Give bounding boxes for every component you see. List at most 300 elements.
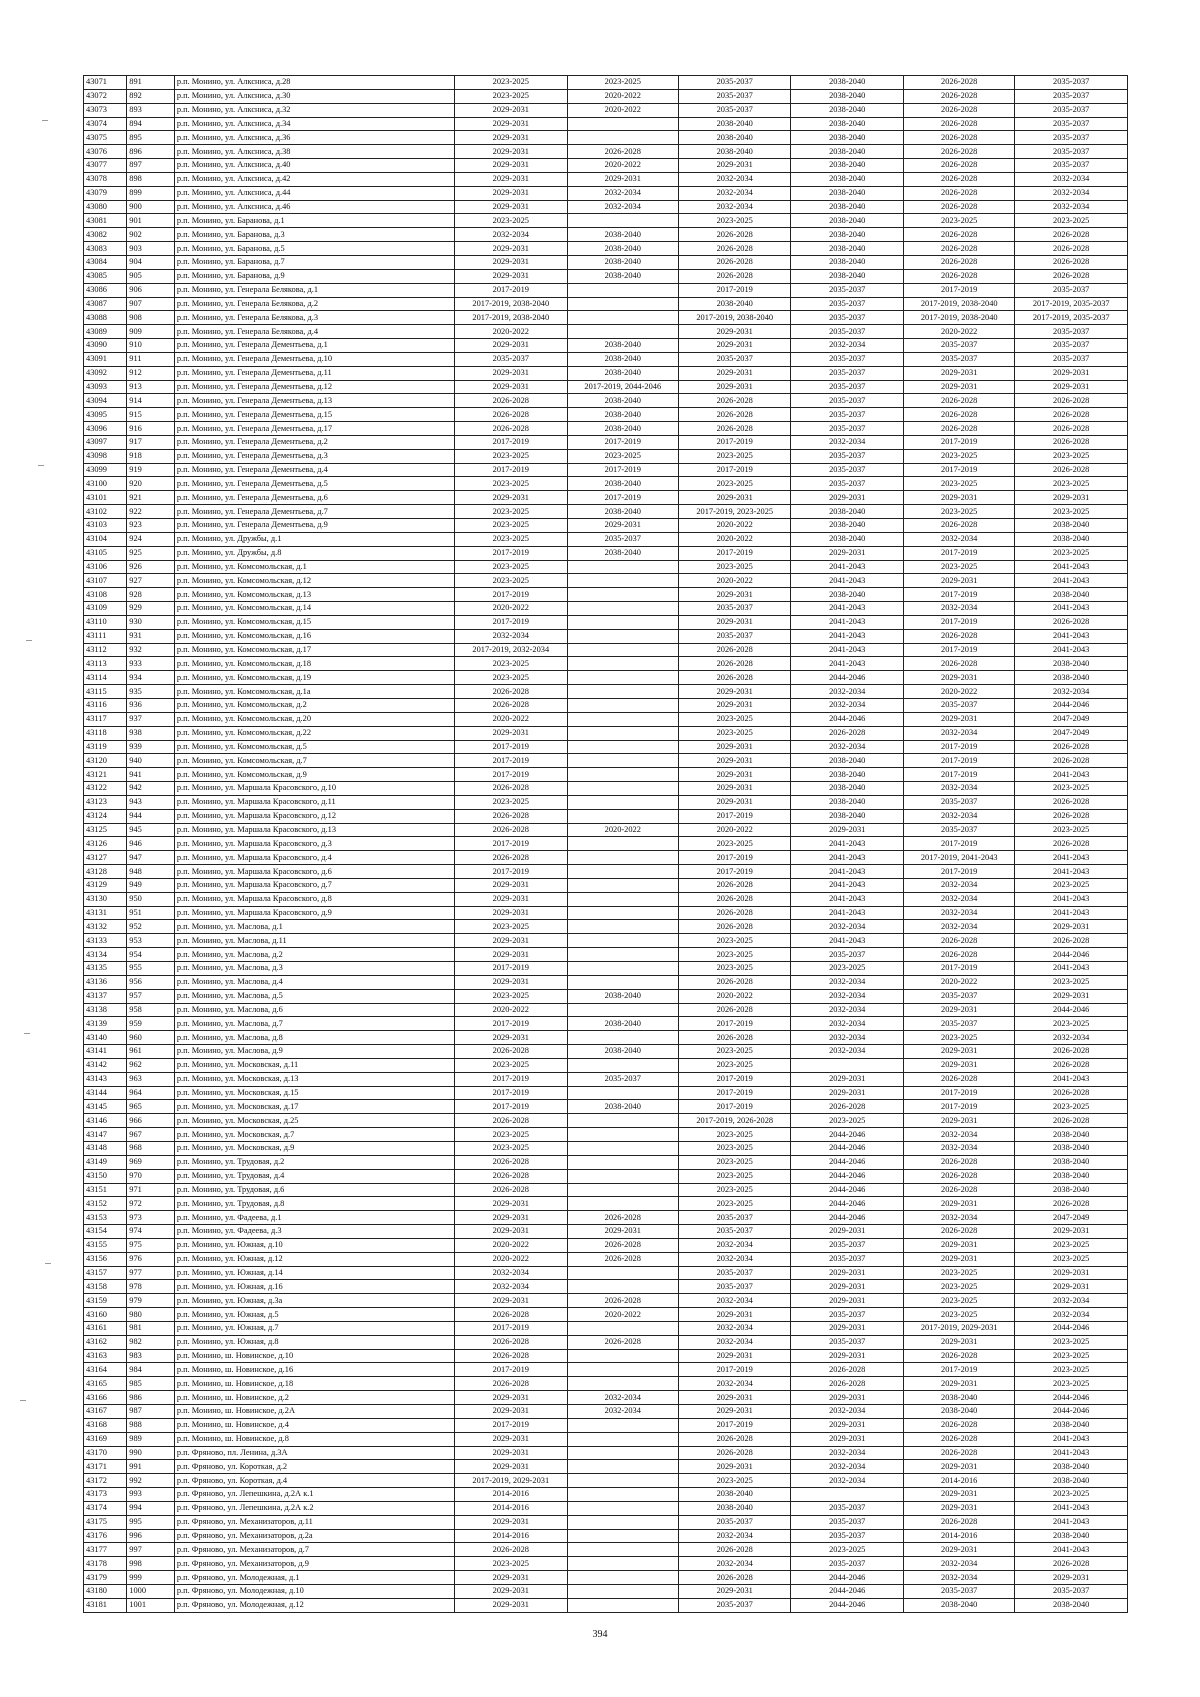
table-cell: 2029-2031 xyxy=(455,117,568,131)
table-cell: 2023-2025 xyxy=(1015,505,1128,519)
table-cell: р.п. Монино, ул. Алксниса, д.44 xyxy=(174,186,454,200)
table-cell: 2026-2028 xyxy=(678,422,791,436)
table-cell: 2026-2028 xyxy=(903,657,1014,671)
table-cell: 2026-2028 xyxy=(678,408,791,422)
table-cell: 931 xyxy=(127,629,175,643)
table-cell: 2029-2031 xyxy=(1015,920,1128,934)
table-cell: 2026-2028 xyxy=(903,422,1014,436)
table-cell: 949 xyxy=(127,878,175,892)
table-cell: 938 xyxy=(127,726,175,740)
table-cell: 2029-2031 xyxy=(903,1003,1014,1017)
table-cell: р.п. Монино, ул. Трудовая, д.6 xyxy=(174,1183,454,1197)
table-cell: 43174 xyxy=(84,1501,127,1515)
table-cell: 934 xyxy=(127,671,175,685)
table-row xyxy=(84,311,1128,325)
table-cell: 948 xyxy=(127,865,175,879)
table-cell: р.п. Монино, ул. Комсомольская, д.7 xyxy=(174,754,454,768)
table-cell: 2032-2034 xyxy=(903,726,1014,740)
table-cell: 2029-2031 xyxy=(678,325,791,339)
table-cell: 2029-2031 xyxy=(455,145,568,159)
table-cell: 2038-2040 xyxy=(567,505,678,519)
table-cell: 2026-2028 xyxy=(903,1515,1014,1529)
table-cell: р.п. Монино, ул. Генерала Дементьева, д.17 xyxy=(174,422,454,436)
table-cell: 43079 xyxy=(84,186,127,200)
table-cell: 2023-2025 xyxy=(678,449,791,463)
table-cell: 2032-2034 xyxy=(791,685,904,699)
table-cell: 2017-2019, 2029-2031 xyxy=(903,1321,1014,1335)
table-cell: 2032-2034 xyxy=(791,1031,904,1045)
table-cell: 976 xyxy=(127,1252,175,1266)
table-cell: 2038-2040 xyxy=(791,172,904,186)
table-cell: р.п. Монино, ул. Комсомольская, д.19 xyxy=(174,671,454,685)
table-row xyxy=(84,1584,1128,1598)
table-cell: 2041-2043 xyxy=(791,892,904,906)
table-cell: 2020-2022 xyxy=(567,823,678,837)
table-row xyxy=(84,1488,1128,1502)
table-cell: 2041-2043 xyxy=(791,560,904,574)
table-cell: 951 xyxy=(127,906,175,920)
table-cell xyxy=(567,1571,678,1585)
table-cell: 2032-2034 xyxy=(1015,1308,1128,1322)
table-cell: 1000 xyxy=(127,1584,175,1598)
table-cell: 2029-2031 xyxy=(791,823,904,837)
table-cell xyxy=(567,325,678,339)
table-cell: 43096 xyxy=(84,422,127,436)
table-cell: 2017-2019 xyxy=(455,546,568,560)
table-row xyxy=(84,560,1128,574)
table-cell: 2035-2037 xyxy=(791,463,904,477)
table-cell: 2026-2028 xyxy=(678,394,791,408)
table-cell: р.п. Монино, ул. Генерала Дементьева, д.9 xyxy=(174,519,454,533)
table-cell: 955 xyxy=(127,962,175,976)
table-cell: р.п. Монино, ул. Московская, д.9 xyxy=(174,1141,454,1155)
table-cell: р.п. Монино, ул. Комсомольская, д.1 xyxy=(174,560,454,574)
table-cell: 2023-2025 xyxy=(903,1280,1014,1294)
table-cell: 43131 xyxy=(84,906,127,920)
table-row xyxy=(84,1100,1128,1114)
table-cell: 2017-2019 xyxy=(455,1363,568,1377)
table-cell: р.п. Монино, ул. Генерала Дементьева, д.1 xyxy=(174,339,454,353)
table-cell: 2041-2043 xyxy=(1015,602,1128,616)
table-cell: 43112 xyxy=(84,643,127,657)
table-cell: р.п. Монино, ш. Новинское, д.18 xyxy=(174,1377,454,1391)
table-cell: р.п. Монино, ул. Трудовая, д.2 xyxy=(174,1155,454,1169)
table-cell: 2029-2031 xyxy=(903,1377,1014,1391)
table-cell: р.п. Монино, ул. Генерала Белякова, д.4 xyxy=(174,325,454,339)
table-cell: 2047-2049 xyxy=(1015,712,1128,726)
table-row xyxy=(84,671,1128,685)
table-cell: 2017-2019 xyxy=(455,1100,568,1114)
table-cell: 43101 xyxy=(84,491,127,505)
table-cell: 43150 xyxy=(84,1169,127,1183)
table-cell: 2026-2028 xyxy=(903,1446,1014,1460)
table-row xyxy=(84,532,1128,546)
table-cell: р.п. Монино, ул. Южная, д.3а xyxy=(174,1294,454,1308)
table-row xyxy=(84,1418,1128,1432)
table-cell: р.п. Монино, ул. Генерала Дементьева, д.12 xyxy=(174,380,454,394)
table-cell: 2032-2034 xyxy=(791,1446,904,1460)
table-cell: 2038-2040 xyxy=(903,1405,1014,1419)
table-cell: 2029-2031 xyxy=(455,948,568,962)
table-cell: 2026-2028 xyxy=(678,657,791,671)
table-cell: 43144 xyxy=(84,1086,127,1100)
table-cell: 2026-2028 xyxy=(455,1169,568,1183)
table-row xyxy=(84,519,1128,533)
table-cell: 43074 xyxy=(84,117,127,131)
table-cell: 2029-2031 xyxy=(903,1114,1014,1128)
table-cell: 2038-2040 xyxy=(678,1501,791,1515)
table-cell: 43147 xyxy=(84,1128,127,1142)
table-cell: р.п. Монино, ул. Комсомольская, д.18 xyxy=(174,657,454,671)
table-cell: 2035-2037 xyxy=(1015,131,1128,145)
table-cell: 2026-2028 xyxy=(678,242,791,256)
table-cell: 2035-2037 xyxy=(455,352,568,366)
table-cell: 2038-2040 xyxy=(1015,1598,1128,1612)
table-cell: 2044-2046 xyxy=(791,1197,904,1211)
table-row xyxy=(84,865,1128,879)
table-cell: 2026-2028 xyxy=(903,76,1014,90)
table-cell: 2038-2040 xyxy=(567,546,678,560)
table-cell: 964 xyxy=(127,1086,175,1100)
table-cell: 2029-2031 xyxy=(791,1072,904,1086)
table-cell: 2026-2028 xyxy=(1015,615,1128,629)
table-cell: 2029-2031 xyxy=(455,159,568,173)
table-cell: 2023-2025 xyxy=(678,1183,791,1197)
table-cell: 2044-2046 xyxy=(791,1183,904,1197)
table-cell: р.п. Монино, ул. Алксниса, д.34 xyxy=(174,117,454,131)
table-cell: 2023-2025 xyxy=(1015,782,1128,796)
table-cell: 2032-2034 xyxy=(791,1474,904,1488)
table-row xyxy=(84,242,1128,256)
table-cell: 2017-2019 xyxy=(455,435,568,449)
table-cell: 2023-2025 xyxy=(1015,975,1128,989)
table-cell: 2023-2025 xyxy=(1015,1349,1128,1363)
table-cell: 2038-2040 xyxy=(567,1017,678,1031)
table-cell: 2017-2019 xyxy=(678,865,791,879)
table-cell: р.п. Монино, ул. Алксниса, д.46 xyxy=(174,200,454,214)
table-row xyxy=(84,685,1128,699)
table-cell: 2035-2037 xyxy=(903,339,1014,353)
table-cell: 43155 xyxy=(84,1238,127,1252)
table-cell: р.п. Монино, ул. Баранова, д.7 xyxy=(174,255,454,269)
table-cell xyxy=(567,934,678,948)
table-cell: 2023-2025 xyxy=(455,574,568,588)
table-cell: 2026-2028 xyxy=(678,1571,791,1585)
table-cell: 43109 xyxy=(84,602,127,616)
table-cell: 2035-2037 xyxy=(1015,145,1128,159)
table-cell: 2035-2037 xyxy=(791,311,904,325)
table-cell: 2038-2040 xyxy=(791,588,904,602)
table-cell: 43124 xyxy=(84,809,127,823)
table-cell: 43171 xyxy=(84,1460,127,1474)
table-cell: 2032-2034 xyxy=(678,172,791,186)
table-cell: 2044-2046 xyxy=(1015,698,1128,712)
table-cell: 2029-2031 xyxy=(455,491,568,505)
table-cell xyxy=(567,297,678,311)
table-cell: 2017-2019 xyxy=(678,1072,791,1086)
table-cell: 2029-2031 xyxy=(791,1225,904,1239)
table-cell: 43102 xyxy=(84,505,127,519)
table-cell: 2038-2040 xyxy=(567,242,678,256)
table-cell: 2023-2025 xyxy=(678,948,791,962)
table-cell: 2035-2037 xyxy=(678,76,791,90)
table-cell: 2029-2031 xyxy=(678,768,791,782)
table-cell: 988 xyxy=(127,1418,175,1432)
table-cell: 2026-2028 xyxy=(903,934,1014,948)
table-cell: р.п. Монино, ул. Южная, д.12 xyxy=(174,1252,454,1266)
table-cell: 2017-2019 xyxy=(455,768,568,782)
table-cell: 2041-2043 xyxy=(791,934,904,948)
table-cell: 998 xyxy=(127,1557,175,1571)
table-cell: 2032-2034 xyxy=(1015,1294,1128,1308)
table-cell: 923 xyxy=(127,519,175,533)
table-row xyxy=(84,1571,1128,1585)
table-cell: 2041-2043 xyxy=(1015,892,1128,906)
table-cell: 2032-2034 xyxy=(903,602,1014,616)
table-cell: 2029-2031 xyxy=(455,186,568,200)
table-cell: 2029-2031 xyxy=(791,1391,904,1405)
table-row xyxy=(84,131,1128,145)
table-cell xyxy=(567,809,678,823)
table-cell: 2017-2019 xyxy=(455,1418,568,1432)
table-cell: р.п. Монино, ул. Алксниса, д.36 xyxy=(174,131,454,145)
table-cell: 2023-2025 xyxy=(567,449,678,463)
table-cell: р.п. Монино, ул. Комсомольская, д.12 xyxy=(174,574,454,588)
table-cell: 2026-2028 xyxy=(567,145,678,159)
table-cell: 920 xyxy=(127,477,175,491)
table-cell: 43161 xyxy=(84,1321,127,1335)
table-cell: 2032-2034 xyxy=(903,906,1014,920)
table-cell: 43118 xyxy=(84,726,127,740)
table-cell: 2017-2019 xyxy=(903,837,1014,851)
table-cell: р.п. Монино, ул. Маршала Красовского, д.3 xyxy=(174,837,454,851)
table-cell: р.п. Фряново, пл. Ленина, д.3А xyxy=(174,1446,454,1460)
table-cell: 2026-2028 xyxy=(903,103,1014,117)
table-cell: 2023-2025 xyxy=(455,989,568,1003)
table-cell xyxy=(567,1501,678,1515)
table-cell xyxy=(567,1155,678,1169)
table-cell xyxy=(567,1031,678,1045)
table-cell: 2017-2019 xyxy=(903,463,1014,477)
table-cell: 43180 xyxy=(84,1584,127,1598)
table-cell: 2029-2031 xyxy=(903,1335,1014,1349)
table-cell: 2026-2028 xyxy=(678,1432,791,1446)
table-cell: 933 xyxy=(127,657,175,671)
table-cell: 2038-2040 xyxy=(567,228,678,242)
table-cell: 975 xyxy=(127,1238,175,1252)
table-cell: 2038-2040 xyxy=(1015,532,1128,546)
table-cell: 2026-2028 xyxy=(678,269,791,283)
table-cell: 2035-2037 xyxy=(903,1017,1014,1031)
table-row xyxy=(84,837,1128,851)
table-cell: 2038-2040 xyxy=(567,352,678,366)
table-cell: 43162 xyxy=(84,1335,127,1349)
table-cell: 958 xyxy=(127,1003,175,1017)
table-cell: 2038-2040 xyxy=(791,131,904,145)
table-row xyxy=(84,1045,1128,1059)
table-row xyxy=(84,89,1128,103)
table-cell: р.п. Монино, ул. Маслова, д.7 xyxy=(174,1017,454,1031)
table-cell: 43115 xyxy=(84,685,127,699)
table-cell: 928 xyxy=(127,588,175,602)
table-cell: 2026-2028 xyxy=(903,200,1014,214)
table-cell xyxy=(567,311,678,325)
table-cell: 2023-2025 xyxy=(678,1058,791,1072)
table-cell: 2020-2022 xyxy=(678,574,791,588)
table-cell: 2038-2040 xyxy=(1015,588,1128,602)
table-row xyxy=(84,1557,1128,1571)
table-cell: р.п. Монино, ул. Баранова, д.9 xyxy=(174,269,454,283)
table-cell: 43159 xyxy=(84,1294,127,1308)
table-cell xyxy=(567,712,678,726)
table-cell: 2038-2040 xyxy=(1015,1529,1128,1543)
table-cell: 2029-2031 xyxy=(455,1031,568,1045)
table-cell: 2026-2028 xyxy=(1015,269,1128,283)
table-cell: 2029-2031 xyxy=(455,934,568,948)
table-cell: 2017-2019 xyxy=(455,865,568,879)
table-row xyxy=(84,408,1128,422)
table-cell: р.п. Монино, ул. Комсомольская, д.5 xyxy=(174,740,454,754)
table-cell xyxy=(567,1515,678,1529)
table-cell: 2029-2031 xyxy=(1015,1280,1128,1294)
table-cell xyxy=(567,962,678,976)
table-cell: 919 xyxy=(127,463,175,477)
table-cell: 950 xyxy=(127,892,175,906)
table-row xyxy=(84,1072,1128,1086)
table-cell: 43123 xyxy=(84,795,127,809)
table-cell: 2026-2028 xyxy=(678,228,791,242)
table-cell: р.п. Монино, ул. Генерала Белякова, д.2 xyxy=(174,297,454,311)
table-row xyxy=(84,1335,1128,1349)
table-cell: р.п. Монино, ул. Трудовая, д.4 xyxy=(174,1169,454,1183)
table-cell: 2032-2034 xyxy=(791,1003,904,1017)
table-cell: 43176 xyxy=(84,1529,127,1543)
table-cell: 2035-2037 xyxy=(567,532,678,546)
table-cell: 43175 xyxy=(84,1515,127,1529)
table-cell: 43154 xyxy=(84,1225,127,1239)
table-cell: 2026-2028 xyxy=(903,145,1014,159)
table-cell: 2026-2028 xyxy=(567,1252,678,1266)
table-cell: 2026-2028 xyxy=(678,255,791,269)
table-cell: р.п. Монино, ул. Комсомольская, д.17 xyxy=(174,643,454,657)
table-cell: 2038-2040 xyxy=(903,1598,1014,1612)
table-cell: р.п. Монино, ул. Комсомольская, д.13 xyxy=(174,588,454,602)
table-cell: 2029-2031 xyxy=(678,1391,791,1405)
table-cell: 2026-2028 xyxy=(903,1155,1014,1169)
table-cell: 43077 xyxy=(84,159,127,173)
table-cell: 2023-2025 xyxy=(455,532,568,546)
table-row xyxy=(84,1391,1128,1405)
table-cell xyxy=(567,1114,678,1128)
table-cell: 2035-2037 xyxy=(903,823,1014,837)
table-cell: 2023-2025 xyxy=(678,1155,791,1169)
table-row xyxy=(84,989,1128,1003)
table-cell: 2032-2034 xyxy=(567,1405,678,1419)
table-cell: 989 xyxy=(127,1432,175,1446)
table-cell: 2035-2037 xyxy=(1015,159,1128,173)
table-cell: 956 xyxy=(127,975,175,989)
table-cell: 2035-2037 xyxy=(791,1335,904,1349)
table-cell: 2038-2040 xyxy=(1015,657,1128,671)
table-cell: 2026-2028 xyxy=(903,117,1014,131)
table-cell: 2026-2028 xyxy=(1015,255,1128,269)
table-cell xyxy=(567,975,678,989)
table-cell: 981 xyxy=(127,1321,175,1335)
table-cell: 2023-2025 xyxy=(903,449,1014,463)
table-row xyxy=(84,339,1128,353)
table-cell: р.п. Монино, ул. Генерала Дементьева, д.10 xyxy=(174,352,454,366)
table-cell: 2038-2040 xyxy=(791,200,904,214)
table-cell: 2038-2040 xyxy=(791,89,904,103)
table-cell: 2017-2019 xyxy=(903,740,1014,754)
table-cell: 2026-2028 xyxy=(903,269,1014,283)
table-cell: 2026-2028 xyxy=(903,629,1014,643)
table-row xyxy=(84,1543,1128,1557)
table-cell: 2038-2040 xyxy=(791,186,904,200)
table-cell: 2032-2034 xyxy=(678,186,791,200)
table-cell: 2035-2037 xyxy=(903,698,1014,712)
table-cell: 43088 xyxy=(84,311,127,325)
table-cell: 2014-2016 xyxy=(455,1529,568,1543)
table-cell: 2029-2031 xyxy=(455,1584,568,1598)
table-row xyxy=(84,962,1128,976)
table-cell: 1001 xyxy=(127,1598,175,1612)
table-cell: 2026-2028 xyxy=(455,782,568,796)
table-cell: 2041-2043 xyxy=(1015,768,1128,782)
table-cell: 999 xyxy=(127,1571,175,1585)
table-cell: 2017-2019 xyxy=(455,1072,568,1086)
table-row xyxy=(84,615,1128,629)
table-cell: 929 xyxy=(127,602,175,616)
table-cell: р.п. Монино, ул. Комсомольская, д.14 xyxy=(174,602,454,616)
table-cell xyxy=(567,1584,678,1598)
table-cell: 2029-2031 xyxy=(1015,1225,1128,1239)
table-cell: 2017-2019 xyxy=(678,435,791,449)
table-cell: 2029-2031 xyxy=(567,1225,678,1239)
table-cell: 43133 xyxy=(84,934,127,948)
table-cell: 43127 xyxy=(84,851,127,865)
table-cell: 2020-2022 xyxy=(567,1308,678,1322)
table-cell: 2035-2037 xyxy=(1015,325,1128,339)
table-cell: 2035-2037 xyxy=(1015,1584,1128,1598)
table-cell: 2041-2043 xyxy=(791,643,904,657)
table-cell: 2026-2028 xyxy=(455,408,568,422)
table-cell: 2038-2040 xyxy=(678,297,791,311)
table-cell: 43071 xyxy=(84,76,127,90)
table-cell: 2014-2016 xyxy=(455,1488,568,1502)
table-cell: р.п. Монино, ш. Новинское, д.10 xyxy=(174,1349,454,1363)
table-cell: 2023-2025 xyxy=(455,671,568,685)
table-cell xyxy=(567,1058,678,1072)
table-cell: р.п. Монино, ул. Южная, д.10 xyxy=(174,1238,454,1252)
table-cell: р.п. Монино, ул. Комсомольская, д.16 xyxy=(174,629,454,643)
table-cell: 2023-2025 xyxy=(1015,878,1128,892)
table-cell: 2023-2025 xyxy=(1015,1363,1128,1377)
table-cell: 2023-2025 xyxy=(791,1543,904,1557)
table-row xyxy=(84,782,1128,796)
table-cell: 43091 xyxy=(84,352,127,366)
table-cell: 972 xyxy=(127,1197,175,1211)
table-row xyxy=(84,975,1128,989)
table-cell xyxy=(567,1183,678,1197)
table-cell: 43107 xyxy=(84,574,127,588)
table-cell: 43157 xyxy=(84,1266,127,1280)
table-cell: 2017-2019, 2038-2040 xyxy=(455,311,568,325)
table-cell: 43148 xyxy=(84,1141,127,1155)
table-cell: 952 xyxy=(127,920,175,934)
table-cell: 43072 xyxy=(84,89,127,103)
table-cell: 979 xyxy=(127,1294,175,1308)
